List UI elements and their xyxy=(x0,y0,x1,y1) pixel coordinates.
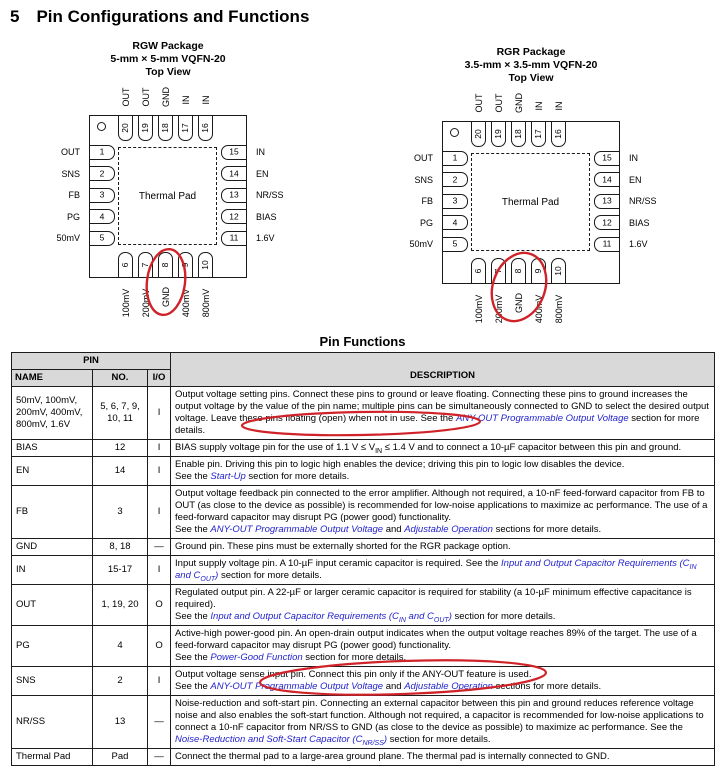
pin-number: 6 xyxy=(473,268,483,274)
pin-number: 11 xyxy=(602,238,612,249)
pin-number: 14 xyxy=(229,168,239,179)
pin-label-gnd: GND xyxy=(513,293,524,314)
pin-label-pg: PG xyxy=(66,211,80,222)
pin-label-800mv: 800mV xyxy=(553,294,564,323)
pin-label-gnd: GND xyxy=(160,86,171,107)
pin-number: 19 xyxy=(140,123,150,133)
pin-label-out: OUT xyxy=(493,93,504,113)
description-text: and xyxy=(383,524,405,535)
pin1-indicator-icon xyxy=(97,122,106,131)
pin-no-cell: 1, 19, 20 xyxy=(93,585,148,626)
pin-12 xyxy=(221,209,247,224)
pin-description-cell xyxy=(171,626,715,667)
pin-11 xyxy=(221,231,247,246)
section-link[interactable]: ANY-OUT Programmable Output Voltage xyxy=(210,524,384,535)
description-text: Output voltage sense input pin. Connect this pin only if the ANY-OUT feature is used. xyxy=(175,669,532,680)
description-text: IN xyxy=(375,447,383,455)
pin-number: 2 xyxy=(452,174,458,185)
description-text: Noise-reduction and soft-start pin. Connecting an external capacitor between this pin and ground reduces reference voltage noise and also enables the soft-start function. Although not required, a capacitor is recommended for low-noise applications to connect a 10-nF capacitor from NR/SS to GND (as close to the device as possible) to maximize ac performance. See the xyxy=(175,698,704,733)
pin-description-cell xyxy=(171,387,715,440)
pin-16 xyxy=(198,115,213,141)
pin-io-cell: I xyxy=(148,556,171,585)
pin-15 xyxy=(594,151,620,166)
pin-no-cell: 2 xyxy=(93,667,148,696)
table-row-thermal-pad xyxy=(12,749,715,766)
pin-label-out: OUT xyxy=(140,87,151,107)
section-link[interactable]: IN xyxy=(398,616,406,624)
pin-label-out: OUT xyxy=(473,93,484,113)
pin-number: 20 xyxy=(473,129,483,139)
description-text: section for more details. xyxy=(302,652,407,663)
rgw-package-diagram xyxy=(28,40,338,340)
pin-number: 14 xyxy=(602,174,612,185)
pin-label-gnd: GND xyxy=(160,287,171,308)
pin-label-200mv: 200mV xyxy=(493,294,504,323)
pin-label-en: EN xyxy=(629,174,642,185)
description-text: section for more details. xyxy=(218,570,322,581)
description-text: See the xyxy=(175,471,211,482)
pin-number: 16 xyxy=(553,129,563,139)
table-row-nr-ss xyxy=(12,696,715,749)
pin-14 xyxy=(221,166,247,181)
section-link[interactable]: OUT xyxy=(433,616,449,624)
pin-13 xyxy=(594,194,620,209)
pin-4 xyxy=(89,209,115,224)
header-description: DESCRIPTION xyxy=(171,353,715,387)
description-text: Output voltage setting pins. Connect these pins to ground or leave floating. Connecting these pins to ground increases the output voltage by the value of the pin name; multiple pins can be simultaneously connected to GND to select the desired output voltage. Leave these pins floating (open) when not in use. See the xyxy=(175,389,709,424)
pin-number: 7 xyxy=(493,268,503,274)
table-header-row-1 xyxy=(12,353,715,370)
pin-io-cell: I xyxy=(148,667,171,696)
package-name: RGR Package xyxy=(496,46,566,58)
section-link[interactable]: Power-Good Function xyxy=(210,652,303,663)
table-row-pg xyxy=(12,626,715,667)
table-row-bias xyxy=(12,440,715,457)
pin-8 xyxy=(511,258,526,284)
pin-number: 12 xyxy=(602,217,612,228)
pin-label-in: IN xyxy=(533,101,544,111)
description-text: Connect the thermal pad to a large-area ground plane. The thermal pad is internally connected to GND. xyxy=(175,751,610,762)
section-link[interactable]: and C xyxy=(175,570,201,581)
pin-number: 12 xyxy=(229,211,239,222)
pin-number: 1 xyxy=(452,152,458,163)
pin-label-in: IN xyxy=(629,153,638,163)
section-link[interactable]: IN xyxy=(689,563,697,571)
package-size: 5-mm × 5-mm VQFN-20 xyxy=(110,53,226,65)
pin-no-cell: 4 xyxy=(93,626,148,667)
package-size: 3.5-mm × 3.5-mm VQFN-20 xyxy=(464,59,598,71)
pin-10 xyxy=(198,252,213,278)
table-row-out xyxy=(12,585,715,626)
pin-number: 4 xyxy=(452,217,458,228)
pin-label-fb: FB xyxy=(421,196,433,206)
pin-description-cell xyxy=(171,457,715,486)
table-row-in xyxy=(12,556,715,585)
pin-io-cell: I xyxy=(148,440,171,457)
pin-name-cell: PG xyxy=(12,626,93,667)
description-text: ≤ 1.4 V and to connect a 10-µF capacitor between this pin and ground. xyxy=(382,442,682,453)
pin-description-cell xyxy=(171,585,715,626)
pin-number: 18 xyxy=(513,129,523,139)
pin-description-cell xyxy=(171,440,715,457)
pin-label-pg: PG xyxy=(419,217,433,228)
section-link[interactable]: Input and Output Capacitor Requirements (C xyxy=(210,611,399,622)
pin-20 xyxy=(118,115,133,141)
section-link[interactable]: Adjustable Operation xyxy=(404,681,493,692)
pin-name-cell: NR/SS xyxy=(12,696,93,749)
pin-name-cell: FB xyxy=(12,486,93,539)
pin-9 xyxy=(531,258,546,284)
section-title: Pin Configurations and Functions xyxy=(36,7,310,26)
section-link[interactable]: and C xyxy=(405,611,434,622)
pin-number: 8 xyxy=(513,268,523,274)
pin-number: 15 xyxy=(229,146,239,157)
pin-7 xyxy=(138,252,153,278)
pin-no-cell: 13 xyxy=(93,696,148,749)
thermal-pad-label: Thermal Pad xyxy=(138,190,197,202)
pin-label-1.6v: 1.6V xyxy=(256,233,275,243)
pin-number: 20 xyxy=(120,123,130,133)
pin-label-out: OUT xyxy=(120,87,131,107)
pin-number: 13 xyxy=(229,189,239,200)
pin-label-out: OUT xyxy=(61,147,80,157)
table-title: Pin Functions xyxy=(319,334,406,349)
pin-number: 3 xyxy=(452,195,458,206)
description-text: sections for more details. xyxy=(492,524,602,535)
pin-label-800mv: 800mV xyxy=(200,288,211,317)
pin-label-in: IN xyxy=(553,101,564,111)
pin-no-cell: 8, 18 xyxy=(93,539,148,556)
pin-7 xyxy=(491,258,506,284)
section-link[interactable]: Adjustable Operation xyxy=(404,524,493,535)
pin-9 xyxy=(178,252,193,278)
section-link[interactable]: ANY-OUT Programmable Output Voltage xyxy=(210,681,384,692)
table-row-50mv-100mv-200mv-400mv-800mv-1-6v xyxy=(12,387,715,440)
pin-label-sns: SNS xyxy=(414,174,433,185)
pin-label-nr-ss: NR/SS xyxy=(629,196,657,206)
pin-11 xyxy=(594,237,620,252)
pin-io-cell: — xyxy=(148,539,171,556)
pin-no-cell: 14 xyxy=(93,457,148,486)
pin-no-cell: 15-17 xyxy=(93,556,148,585)
package-view: Top View xyxy=(145,66,191,78)
pin-number: 10 xyxy=(200,260,210,270)
pin-number: 17 xyxy=(180,123,190,133)
pin-label-fb: FB xyxy=(68,190,80,200)
pin-18 xyxy=(158,115,173,141)
pin-description-cell xyxy=(171,539,715,556)
table-row-sns xyxy=(12,667,715,696)
pin-no-cell: 12 xyxy=(93,440,148,457)
section-link[interactable]: NR/SS xyxy=(362,739,384,747)
pin-number: 7 xyxy=(140,262,150,268)
pin-3 xyxy=(442,194,468,209)
pin-io-cell: I xyxy=(148,457,171,486)
thermal-pad xyxy=(471,153,590,251)
pin-label-200mv: 200mV xyxy=(140,288,151,317)
pin-number: 5 xyxy=(452,238,458,249)
pin-label-50mv: 50mV xyxy=(56,233,80,243)
pin-number: 18 xyxy=(160,123,170,133)
pin-2 xyxy=(442,172,468,187)
pin-name-cell: IN xyxy=(12,556,93,585)
pin-label-in: IN xyxy=(200,95,211,105)
pin-description-cell xyxy=(171,667,715,696)
header-io: I/O xyxy=(148,370,171,387)
pin-name-cell: GND xyxy=(12,539,93,556)
pin-6 xyxy=(471,258,486,284)
description-text: Active-high power-good pin. An open-drain output indicates when the output voltage reaches 89% of the target. The use of a feed-forward capacitor may disrupt PG (power good) functionality. xyxy=(175,628,697,651)
pin-1 xyxy=(442,151,468,166)
pin-name-cell: Thermal Pad xyxy=(12,749,93,766)
pin-number: 1 xyxy=(99,146,105,157)
package-drawing xyxy=(381,46,691,346)
section-link[interactable]: Noise-Reduction and Soft-Start Capacitor (C xyxy=(175,734,363,745)
table-row-gnd xyxy=(12,539,715,556)
description-text: Output voltage feedback pin connected to the error amplifier. Although not required, a 10-nF feed-forward capacitor from FB to OUT (as close to the device as possible) is recommended for low-noise applications to maximize ac performance. The use of a feed-forward capacitor may disrupt PG (power good) functionality. xyxy=(175,488,708,523)
pin-3 xyxy=(89,188,115,203)
description-text: Ground pin. These pins must be externally shorted for the RGR package option. xyxy=(175,541,511,552)
pin-number: 16 xyxy=(200,123,210,133)
pin-name-cell: EN xyxy=(12,457,93,486)
section-link[interactable]: ) xyxy=(383,734,388,745)
pin-label-nr-ss: NR/SS xyxy=(256,190,284,200)
pin-label-50mv: 50mV xyxy=(409,239,433,249)
thermal-pad xyxy=(118,147,217,245)
pin-label-1.6v: 1.6V xyxy=(629,239,648,249)
description-text: See the xyxy=(175,652,211,663)
pin-number: 19 xyxy=(493,129,503,139)
pin1-indicator-icon xyxy=(450,128,459,137)
section-link[interactable]: ) xyxy=(215,570,219,581)
pin-number: 9 xyxy=(533,268,543,274)
package-name: RGW Package xyxy=(132,40,204,52)
section-link[interactable]: ) xyxy=(448,611,452,622)
pin-number: 4 xyxy=(99,211,105,222)
pin-label-100mv: 100mV xyxy=(473,294,484,323)
pin-number: 15 xyxy=(602,152,612,163)
pin-10 xyxy=(551,258,566,284)
pin-number: 5 xyxy=(99,232,105,243)
pin-io-cell: O xyxy=(148,585,171,626)
package-drawing xyxy=(28,40,338,340)
description-text: Input supply voltage pin. A 10-µF input ceramic capacitor is required. See the xyxy=(175,558,502,569)
pin-15 xyxy=(221,145,247,160)
description-text: Enable pin. Driving this pin to logic high enables the device; driving this pin to logic low disables the device. xyxy=(175,459,625,470)
pin-19 xyxy=(491,121,506,147)
description-text: See the xyxy=(175,524,211,535)
rgr-package-diagram xyxy=(381,46,691,346)
header-pin: PIN xyxy=(12,353,171,370)
pin-io-cell: — xyxy=(148,696,171,749)
pin-number: 2 xyxy=(99,168,105,179)
pin-number: 11 xyxy=(229,232,239,243)
description-text: sections for more details. xyxy=(492,681,602,692)
pin-number: 17 xyxy=(533,129,543,139)
pin-description-cell xyxy=(171,486,715,539)
section-link[interactable]: Start-Up xyxy=(210,471,246,482)
pin-number: 3 xyxy=(99,189,105,200)
pin-20 xyxy=(471,121,486,147)
pin-name-cell: BIAS xyxy=(12,440,93,457)
description-text: section for more details. xyxy=(451,611,556,622)
description-text: section for more details. xyxy=(245,471,350,482)
pin-label-bias: BIAS xyxy=(256,211,277,222)
header-name: NAME xyxy=(12,370,93,387)
pin-io-cell: O xyxy=(148,626,171,667)
pin-label-out: OUT xyxy=(414,153,433,163)
pin-functions-table xyxy=(11,352,715,766)
pin-12 xyxy=(594,215,620,230)
section-link[interactable]: ANY-OUT Programmable Output Voltage xyxy=(456,413,629,424)
description-text: See the xyxy=(175,611,211,622)
description-text: Regulated output pin. A 22-µF or larger ceramic capacitor is required for stability (a 10-µF minimum effective capacitance is required). xyxy=(175,587,692,610)
pin-6 xyxy=(118,252,133,278)
pin-label-gnd: GND xyxy=(513,92,524,113)
pin-label-400mv: 400mV xyxy=(533,294,544,323)
pin-name-cell: SNS xyxy=(12,667,93,696)
pin-io-cell: I xyxy=(148,387,171,440)
pin-description-cell xyxy=(171,696,715,749)
section-number: 5 xyxy=(10,7,20,26)
pin-io-cell: — xyxy=(148,749,171,766)
pin-name-cell: OUT xyxy=(12,585,93,626)
pin-4 xyxy=(442,215,468,230)
pin-16 xyxy=(551,121,566,147)
pin-number: 9 xyxy=(180,262,190,268)
pin-name-cell: 50mV, 100mV, 200mV, 400mV, 800mV, 1.6V xyxy=(12,387,93,440)
pin-label-in: IN xyxy=(180,95,191,105)
pin-no-cell: 3 xyxy=(93,486,148,539)
pin-14 xyxy=(594,172,620,187)
description-text: section for more details. xyxy=(387,734,491,745)
pin-no-cell: 5, 6, 7, 9, 10, 11 xyxy=(93,387,148,440)
description-text: and xyxy=(383,681,405,692)
pin-label-400mv: 400mV xyxy=(180,288,191,317)
pin-8 xyxy=(158,252,173,278)
pin-label-en: EN xyxy=(256,168,269,179)
pin-19 xyxy=(138,115,153,141)
section-link[interactable]: Input and Output Capacitor Requirements (C xyxy=(501,558,690,569)
pin-number: 8 xyxy=(160,262,170,268)
pin-label-in: IN xyxy=(256,147,265,157)
description-text: See the xyxy=(175,681,211,692)
pin-17 xyxy=(531,121,546,147)
pin-1 xyxy=(89,145,115,160)
pin-13 xyxy=(221,188,247,203)
pin-label-bias: BIAS xyxy=(629,217,650,228)
pin-5 xyxy=(442,237,468,252)
description-text: section for more details. xyxy=(175,413,700,436)
table-row-fb xyxy=(12,486,715,539)
thermal-pad-label: Thermal Pad xyxy=(501,196,560,208)
pin-5 xyxy=(89,231,115,246)
pin-no-cell: Pad xyxy=(93,749,148,766)
section-link[interactable]: OUT xyxy=(200,575,216,583)
section-heading xyxy=(10,7,309,27)
pin-number: 10 xyxy=(553,266,563,276)
package-view: Top View xyxy=(508,72,554,84)
pin-17 xyxy=(178,115,193,141)
pin-number: 6 xyxy=(120,262,130,268)
pin-description-cell xyxy=(171,556,715,585)
pin-2 xyxy=(89,166,115,181)
table-row-en xyxy=(12,457,715,486)
pin-number: 13 xyxy=(602,195,612,206)
pin-label-100mv: 100mV xyxy=(120,288,131,317)
pin-io-cell: I xyxy=(148,486,171,539)
description-text: BIAS supply voltage pin for the use of 1.1 V ≤ V xyxy=(175,442,376,453)
pin-18 xyxy=(511,121,526,147)
pin-description-cell xyxy=(171,749,715,766)
pin-label-sns: SNS xyxy=(61,168,80,179)
header-no: NO. xyxy=(93,370,148,387)
